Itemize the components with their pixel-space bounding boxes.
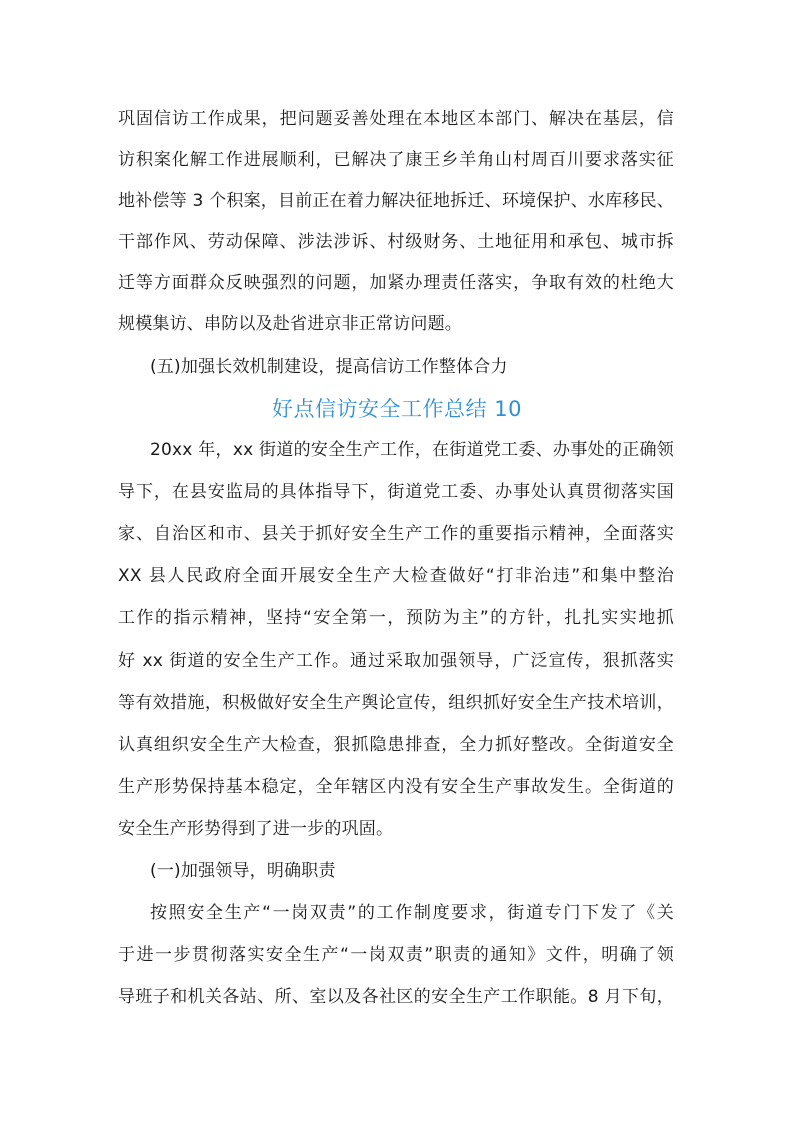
paragraph-line: 生产形势保持基本稳定，全年辖区内没有安全生产事故发生。全街道的 — [118, 777, 674, 797]
paragraph-line: XX 县人民政府全面开展安全生产大检查做好“打非治违”和集中整治 — [118, 566, 674, 586]
paragraph-line: 好 xx 街道的安全生产工作。通过采取加强领导，广泛宣传，狠抓落实 — [118, 651, 674, 671]
paragraph-line: 巩固信访工作成果，把问题妥善处理在本地区本部门、解决在基层，信 — [118, 109, 674, 129]
paragraph-line: 于进一步贯彻落实安全生产“一岗双责”职责的通知》文件，明确了领 — [118, 945, 674, 965]
paragraph-line: 规模集访、串防以及赴省进京非正常访问题。 — [118, 314, 462, 334]
paragraph-line: 迁等方面群众反映强烈的问题，加紧办理责任落实，争取有效的杜绝大 — [118, 273, 674, 293]
paragraph-line: 家、自治区和市、县关于抓好安全生产工作的重要指示精神，全面落实 — [118, 524, 674, 544]
paragraph-line: 20xx 年，xx 街道的安全生产工作，在街道党工委、办事处的正确领 — [150, 440, 674, 460]
paragraph-line: 按照安全生产“一岗双责”的工作制度要求，街道专门下发了《关 — [150, 903, 674, 923]
paragraph-line: 地补偿等 3 个积案，目前正在着力解决征地拆迁、环境保护、水库移民、 — [118, 191, 674, 211]
paragraph-line: 导下，在县安监局的具体指导下，街道党工委、办事处认真贯彻落实国 — [118, 482, 674, 502]
subheading: (五)加强长效机制建设，提高信访工作整体合力 — [150, 357, 508, 377]
paragraph-line: 认真组织安全生产大检查，狠抓隐患排查，全力抓好整改。全街道安全 — [118, 735, 674, 755]
paragraph-line: 访积案化解工作进展顺利，已解决了康王乡羊角山村周百川要求落实征 — [118, 150, 674, 170]
paragraph-line: 等有效措施，积极做好安全生产舆论宣传，组织抓好安全生产技术培训， — [118, 693, 674, 713]
article-title: 好点信访安全工作总结 10 — [272, 397, 522, 421]
paragraph-line: 干部作风、劳动保障、涉法涉诉、村级财务、土地征用和承包、城市拆 — [118, 232, 674, 252]
paragraph-line: 导班子和机关各站、所、室以及各社区的安全生产工作职能。8 月下旬， — [118, 987, 674, 1007]
paragraph-line: 工作的指示精神，坚持“安全第一，预防为主”的方针，扎扎实实地抓 — [118, 608, 674, 628]
paragraph-line: 安全生产形势得到了进一步的巩固。 — [118, 819, 394, 839]
subheading: (一)加强领导，明确职责 — [150, 861, 336, 881]
